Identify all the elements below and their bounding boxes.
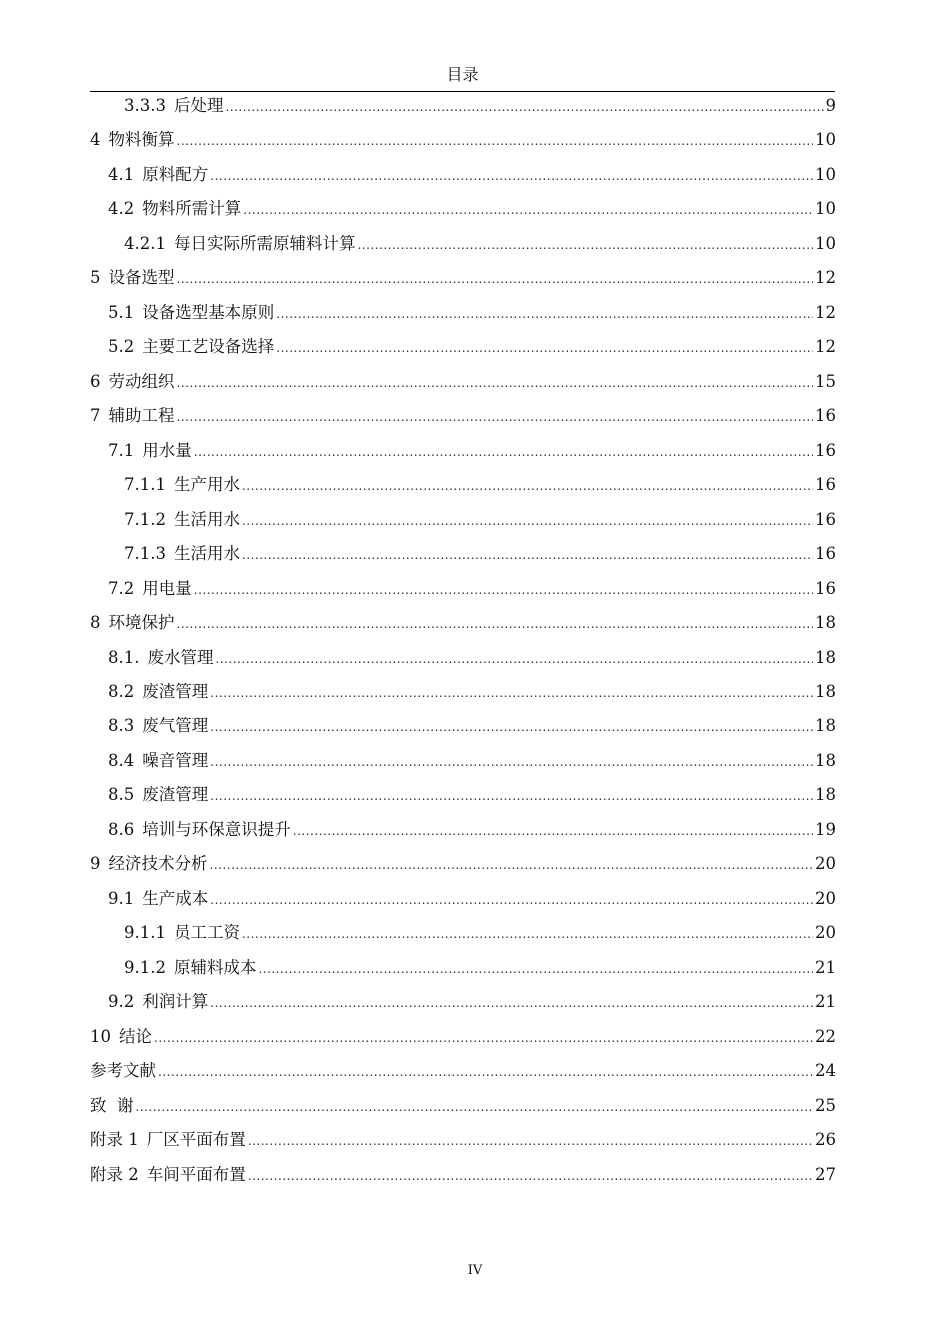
- toc-entry-title: 参考文献: [90, 1061, 156, 1081]
- toc-entry-number: 4.2.1: [124, 233, 166, 253]
- toc-dot-leader: [357, 233, 813, 257]
- toc-entry-title: 厂区平面布置: [146, 1130, 246, 1150]
- header-rule: [90, 91, 835, 92]
- toc-entry[interactable]: [90, 713, 836, 747]
- toc-entry[interactable]: [90, 645, 836, 679]
- toc-entry[interactable]: [90, 610, 836, 644]
- toc-entry-title: 员工工资: [173, 923, 240, 943]
- toc-entry-page: 12: [815, 337, 836, 357]
- toc-entry-page: 16: [815, 578, 836, 598]
- toc-entry-page: 16: [815, 509, 836, 529]
- toc-entry-title: 废渣管理: [142, 785, 209, 805]
- toc-entry-title: 用水量: [142, 440, 192, 460]
- toc-entry-title: 利润计算: [142, 992, 209, 1012]
- toc-dot-leader: [225, 95, 823, 119]
- toc-entry-page: 16: [815, 406, 836, 426]
- toc-entry-number: 9.2: [108, 992, 135, 1012]
- toc-entry[interactable]: [90, 989, 836, 1023]
- toc-entry[interactable]: [90, 162, 836, 196]
- toc-entry-number: 7.1.2: [124, 509, 166, 529]
- toc-entry-number: 5.2: [108, 337, 135, 357]
- toc-entry-title: 车间平面布置: [146, 1164, 246, 1184]
- toc-entry-title: 环境保护: [108, 613, 175, 633]
- toc-entry-page: 18: [815, 785, 836, 805]
- toc-entry-number: 8.1.: [108, 647, 140, 667]
- toc-entry-page: 10: [815, 199, 836, 219]
- toc-dot-leader: [293, 819, 813, 843]
- toc-entry-number: 3.3.3: [124, 96, 166, 115]
- toc-entry-title: 致 谢: [90, 1095, 134, 1115]
- toc-entry-title: 废渣管理: [142, 681, 209, 701]
- toc-entry-page: 16: [815, 475, 836, 495]
- toc-entry[interactable]: [90, 851, 836, 885]
- toc-entry-number: 附录 2: [90, 1164, 139, 1184]
- toc-entry[interactable]: [90, 748, 836, 782]
- toc-entry[interactable]: [90, 1058, 836, 1092]
- toc-entry-page: 19: [815, 819, 836, 839]
- toc-entry-number: 附录 1: [90, 1130, 139, 1150]
- toc-entry-number: 9.1.1: [124, 923, 166, 943]
- toc-entry-title: 劳动组织: [108, 371, 175, 391]
- toc-entry-title: 废气管理: [142, 716, 209, 736]
- toc-entry[interactable]: [90, 265, 836, 299]
- toc-entry-number: 7.2: [108, 578, 135, 598]
- toc-entry-page: 18: [815, 681, 836, 701]
- toc-entry-number: 7.1: [108, 440, 135, 460]
- toc-entry-title: 结论: [119, 1026, 152, 1046]
- toc-entry[interactable]: [90, 817, 836, 851]
- toc-entry-number: 8.6: [108, 819, 135, 839]
- toc-entry-page: 21: [815, 992, 836, 1012]
- toc-dot-leader: [158, 1060, 813, 1084]
- toc-entry[interactable]: [90, 1127, 836, 1161]
- toc-entry[interactable]: [90, 782, 836, 816]
- toc-entry[interactable]: [90, 1093, 836, 1127]
- toc-dot-leader: [248, 1129, 813, 1153]
- toc-entry-page: 20: [815, 923, 836, 943]
- toc-dot-leader: [210, 681, 813, 705]
- toc-entry[interactable]: [90, 886, 836, 920]
- toc-dot-leader: [242, 543, 813, 567]
- toc-entry-page: 18: [815, 716, 836, 736]
- toc-entry-title: 噪音管理: [142, 750, 209, 770]
- toc-dot-leader: [177, 129, 814, 153]
- toc-entry[interactable]: [90, 438, 836, 472]
- toc-entry-page: 21: [815, 957, 836, 977]
- toc-entry-number: 6: [90, 371, 101, 391]
- toc-entry[interactable]: [90, 93, 836, 127]
- toc-entry-page: 16: [815, 544, 836, 564]
- toc-entry[interactable]: [90, 1024, 836, 1058]
- toc-dot-leader: [276, 336, 813, 360]
- toc-entry[interactable]: [90, 196, 836, 230]
- toc-entry-page: 10: [815, 130, 836, 150]
- toc-entry-title: 培训与环保意识提升: [142, 819, 291, 839]
- toc-dot-leader: [194, 440, 813, 464]
- toc-entry[interactable]: [90, 576, 836, 610]
- toc-entry-number: 9.1.2: [124, 957, 166, 977]
- toc-entry-number: 9: [90, 854, 101, 874]
- toc-dot-leader: [243, 198, 813, 222]
- toc-entry-title: 生活用水: [173, 509, 240, 529]
- toc-entry-title: 经济技术分析: [108, 854, 208, 874]
- toc-entry-number: 5.1: [108, 302, 135, 322]
- toc-entry-page: 10: [815, 233, 836, 253]
- table-of-contents: [90, 93, 836, 1196]
- toc-entry-number: 9.1: [108, 888, 135, 908]
- toc-entry-page: 15: [815, 371, 836, 391]
- toc-dot-leader: [210, 750, 813, 774]
- toc-entry-title: 原辅料成本: [173, 957, 257, 977]
- toc-entry-title: 每日实际所需原辅料计算: [173, 233, 356, 253]
- toc-entry-page: 9: [825, 96, 836, 115]
- toc-entry-number: 4.1: [108, 164, 135, 184]
- toc-entry-title: 用电量: [142, 578, 192, 598]
- toc-entry-title: 原料配方: [142, 164, 209, 184]
- toc-dot-leader: [210, 784, 813, 808]
- toc-entry[interactable]: [90, 334, 836, 368]
- toc-entry[interactable]: [90, 300, 836, 334]
- toc-entry[interactable]: [90, 127, 836, 161]
- toc-entry-title: 废水管理: [147, 647, 214, 667]
- toc-dot-leader: [210, 164, 813, 188]
- toc-entry-page: 27: [815, 1164, 836, 1184]
- toc-entry[interactable]: [90, 472, 836, 506]
- toc-entry[interactable]: [90, 369, 836, 403]
- toc-entry-title: 设备选型基本原则: [142, 302, 275, 322]
- toc-entry[interactable]: [90, 920, 836, 954]
- toc-entry-page: 12: [815, 268, 836, 288]
- toc-dot-leader: [258, 957, 813, 981]
- toc-dot-leader: [210, 715, 813, 739]
- toc-dot-leader: [210, 991, 813, 1015]
- toc-entry[interactable]: [90, 231, 836, 265]
- toc-entry-page: 20: [815, 888, 836, 908]
- toc-entry-number: 8: [90, 613, 101, 633]
- toc-entry-title: 物料所需计算: [142, 199, 242, 219]
- page-number: IV: [467, 1263, 483, 1278]
- toc-entry-page: 16: [815, 440, 836, 460]
- toc-entry-number: 8.3: [108, 716, 135, 736]
- toc-entry[interactable]: [90, 679, 836, 713]
- toc-entry[interactable]: [90, 1162, 836, 1196]
- toc-entry-title: 后处理: [173, 96, 224, 115]
- toc-entry-title: 生活用水: [173, 544, 240, 564]
- toc-entry-page: 18: [815, 750, 836, 770]
- toc-dot-leader: [242, 922, 813, 946]
- toc-dot-leader: [276, 302, 813, 326]
- toc-dot-leader: [216, 647, 814, 671]
- toc-entry-number: 5: [90, 268, 101, 288]
- toc-entry-page: 25: [815, 1095, 836, 1115]
- toc-entry-number: 8.4: [108, 750, 135, 770]
- toc-entry-title: 主要工艺设备选择: [142, 337, 275, 357]
- page-header-title: 目录: [446, 65, 479, 84]
- toc-dot-leader: [154, 1026, 813, 1050]
- toc-dot-leader: [248, 1164, 813, 1188]
- toc-dot-leader: [194, 578, 813, 602]
- toc-dot-leader: [177, 405, 814, 429]
- toc-entry-number: 7.1.3: [124, 544, 166, 564]
- toc-entry-page: 20: [815, 854, 836, 874]
- toc-entry-title: 设备选型: [108, 268, 175, 288]
- toc-entry-title: 物料衡算: [108, 130, 175, 150]
- toc-entry-number: 10: [90, 1026, 111, 1046]
- toc-entry-page: 12: [815, 302, 836, 322]
- toc-dot-leader: [177, 371, 814, 395]
- toc-entry-page: 24: [815, 1061, 836, 1081]
- toc-entry-number: 7.1.1: [124, 475, 166, 495]
- toc-entry-page: 26: [815, 1130, 836, 1150]
- toc-entry-number: 8.5: [108, 785, 135, 805]
- toc-dot-leader: [210, 853, 814, 877]
- toc-entry-number: 8.2: [108, 681, 135, 701]
- toc-dot-leader: [242, 474, 813, 498]
- toc-dot-leader: [177, 612, 814, 636]
- toc-dot-leader: [242, 509, 813, 533]
- toc-entry[interactable]: [90, 507, 836, 541]
- toc-entry[interactable]: [90, 955, 836, 989]
- toc-entry-page: 22: [815, 1026, 836, 1046]
- toc-entry-page: 18: [815, 613, 836, 633]
- toc-entry[interactable]: [90, 403, 836, 437]
- toc-entry-number: 4: [90, 130, 101, 150]
- toc-dot-leader: [210, 888, 813, 912]
- toc-dot-leader: [136, 1095, 814, 1119]
- toc-entry-number: 4.2: [108, 199, 135, 219]
- toc-entry[interactable]: [90, 541, 836, 575]
- toc-dot-leader: [177, 267, 814, 291]
- toc-entry-page: 10: [815, 164, 836, 184]
- toc-entry-title: 生产成本: [142, 888, 209, 908]
- toc-entry-page: 18: [815, 647, 836, 667]
- toc-entry-title: 辅助工程: [108, 406, 175, 426]
- toc-entry-number: 7: [90, 406, 101, 426]
- toc-entry-title: 生产用水: [173, 475, 240, 495]
